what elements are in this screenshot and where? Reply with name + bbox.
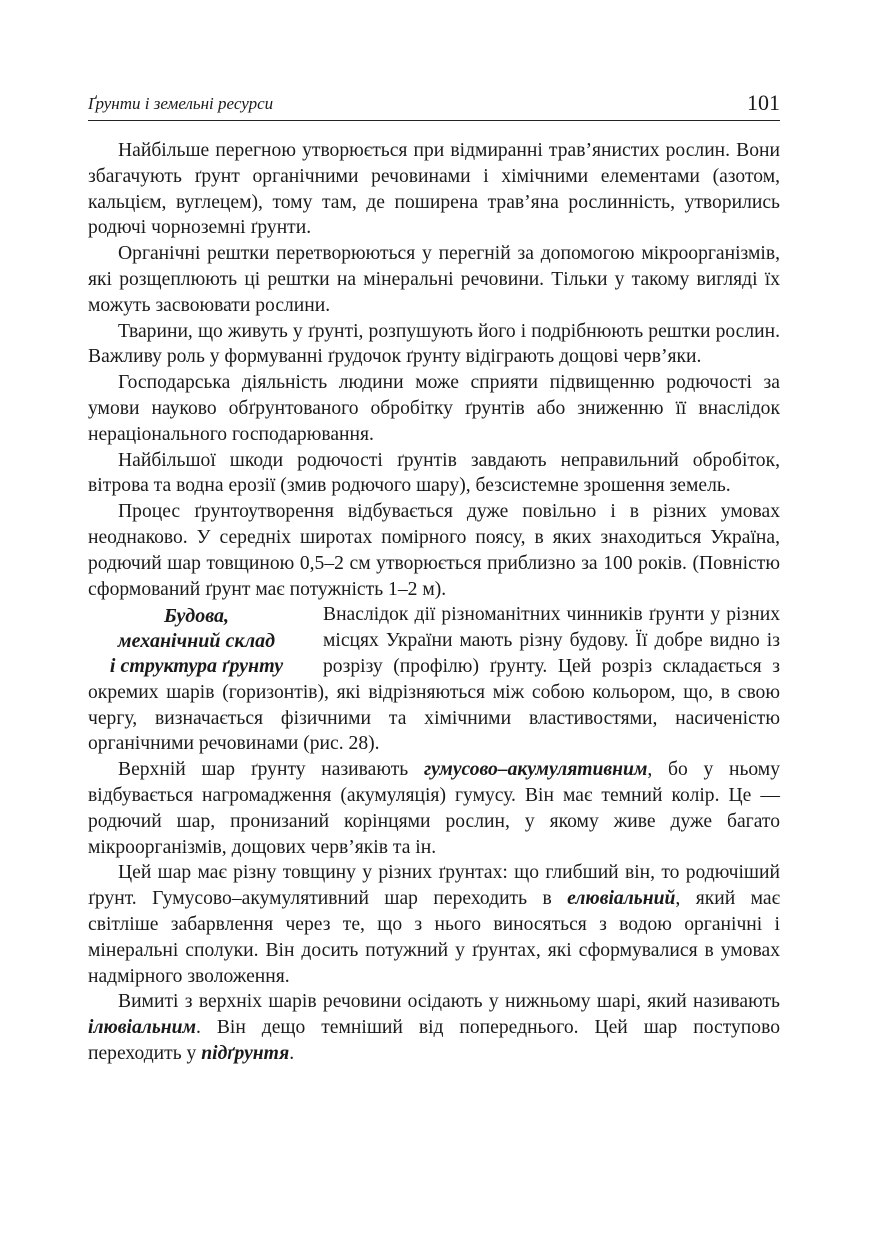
side-heading-line-1: Будова, bbox=[164, 605, 229, 628]
running-header bbox=[88, 88, 780, 121]
side-heading-line-3: і структура ґрунту bbox=[109, 655, 284, 678]
illuvial-text-middle: . Він дещо темніший від попереднього. Цей шар поступово переходить у bbox=[88, 1017, 780, 1064]
humus-text-after: , бо у ньому відбувається нагромадження (акумуляція) гумусу. Він має темний колір. Це — родючий шар, пронизаний корінцями рослин, у якому живе дуже багато мікроорганізмів, дощових черв’яків та ін. bbox=[88, 759, 780, 858]
paragraph-microorganisms: Органічні рештки перетворюються у перегній за допомогою мікроорганізмів, які розщеплюють ці рештки на мінеральні речовини. Тільки у такому вигляді їх можуть засвоювати рослини. bbox=[88, 243, 780, 316]
eluvial-text-before: Цей шар має різну товщину у різних ґрунтах: що глибший він, то родючіший ґрунт. Гумусово–акумулятивний шар переходить в bbox=[88, 862, 780, 910]
paragraph-soil-structure: Внаслідок дії різноманітних чинників ґрунти у різних місцях України мають різну будову. Її добре видно із розрізу (профілю) ґрунту. Цей розріз складається з окремих шарів (горизонтів), які відрізняються між собою кольором, що, в свою чергу, визначається фізичними та хімічними властивостями, насиченістю органічними речовинами (рис. 28). bbox=[88, 604, 780, 755]
illuvial-text-before: Вимиті з верхніх шарів речовини осідають у нижньому шарі, який називають bbox=[118, 991, 780, 1013]
term-subsoil: підґрунтя bbox=[201, 1042, 290, 1064]
illuvial-text-end: . bbox=[289, 1042, 295, 1064]
section-side-heading bbox=[84, 604, 309, 679]
term-eluvial: елювіальний bbox=[567, 888, 676, 910]
eluvial-text-after: , який має світліше забарвлення через те, що з нього виносяться з водою органічні і мінеральні сполуки. Він досить потужний у ґрунтах, які сформувалися в умовах надмірного зволоження. bbox=[88, 888, 780, 987]
paragraph-illuvial-layer bbox=[88, 989, 780, 1066]
term-humus-accumulative: гумусово–акумулятивним bbox=[423, 759, 648, 781]
side-heading-line-2: механічний склад bbox=[117, 630, 276, 653]
paragraph-animals: Тварини, що живуть у ґрунті, розпушують його і подрібнюють рештки рослин. Важливу роль у формуванні ґрудочок ґрунту відіграють дощові черв’яки. bbox=[88, 320, 780, 368]
paragraph-soil-formation: Процес ґрунтоутворення відбувається дуже повільно і в різних умовах неоднаково. У середніх широтах помірного поясу, в яких знаходиться Україна, родючий шар товщиною 0,5–2 см утворюється приблизно за 100 років. (Повністю сформований ґрунт має потужність 1–2 м). bbox=[88, 501, 780, 600]
paragraph-humus-layer bbox=[88, 757, 780, 860]
paragraph-eluvial-layer bbox=[88, 860, 780, 989]
body-text bbox=[88, 138, 780, 1067]
humus-text-before: Верхній шар ґрунту називають bbox=[118, 759, 424, 781]
page-number: 101 bbox=[747, 90, 780, 115]
paragraph-human-activity: Господарська діяльність людини може сприяти підвищенню родючості за умови науково обґрунтованого обробітку ґрунтів або зниженню її внаслідок нераціонального господарювання. bbox=[88, 372, 780, 445]
paragraph-erosion: Найбільшої шкоди родючості ґрунтів завдають неправильний обробіток, вітрова та водна ерозії (змив родючого шару), безсистемне зрошення земель. bbox=[88, 449, 780, 497]
running-title: Ґрунти і земельні ресурси bbox=[88, 94, 274, 113]
term-illuvial: ілювіальним bbox=[88, 1017, 197, 1039]
paragraph-humus-origin: Найбільше перегною утворюється при відмиранні трав’янистих рослин. Вони збагачують ґрунт органічними речовинами і хімічними елементами (азотом, кальцієм, вуглецем), тому там, де поширена трав’яна рослинність, утворились родючі чорноземні ґрунти. bbox=[88, 140, 780, 239]
